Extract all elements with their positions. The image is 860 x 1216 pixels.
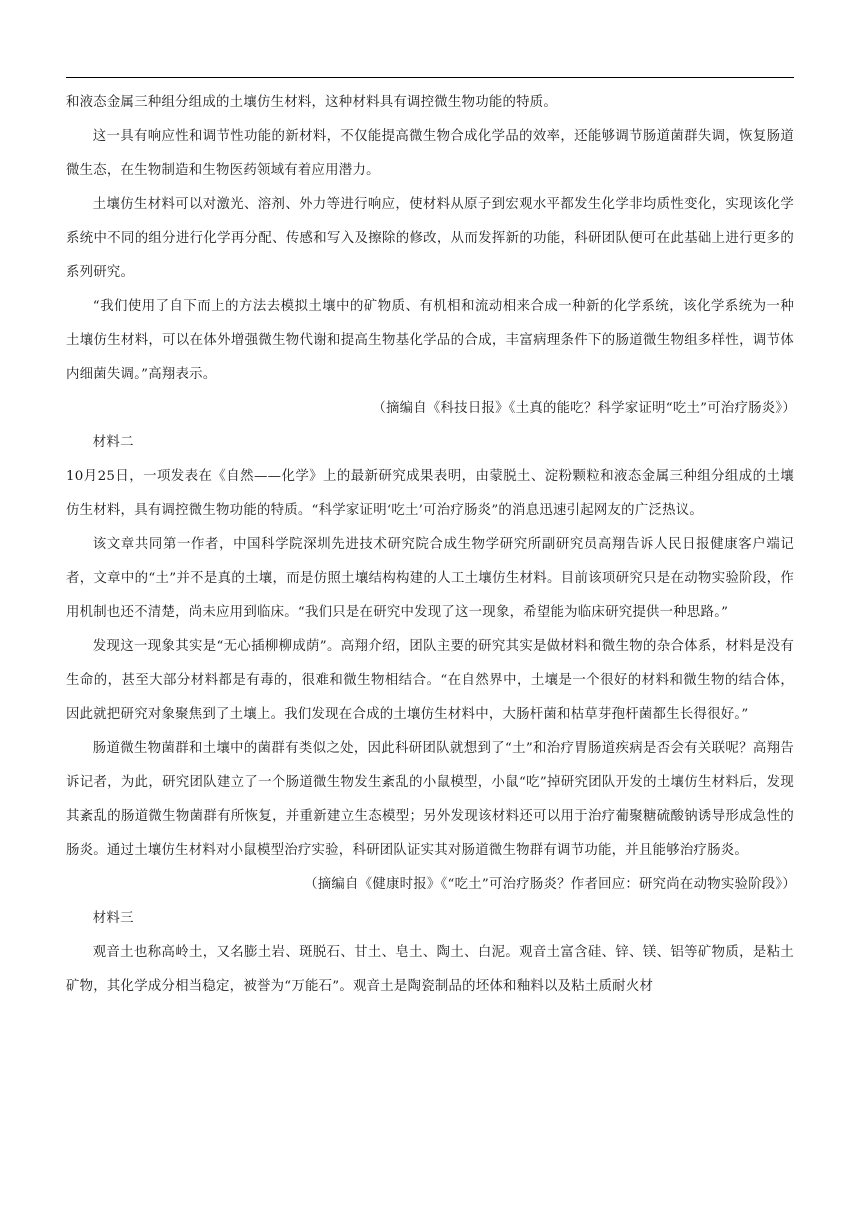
source-citation: （摘编自《健康时报》《“吃土”可治疗肠炎？作者回应：研究尚在动物实验阶段》） bbox=[304, 877, 796, 892]
paragraph: 肠道微生物菌群和土壤中的菌群有类似之处，因此科研团队就想到了“土”和治疗胃肠道疾病是否会有关联呢？高翔告诉记者，为此，研究团队建立了一个肠道微生物发生紊乱的小鼠模型，小鼠“吃”掉研究团队开发的土壤仿生材料后，发现其紊乱的肠道微生物菌群有所恢复，并重新建立生态模型；另外发现该材料还可以用于治疗葡聚糖硫酸钠诱导形成急性的肠炎。通过土壤仿生材料对小鼠模型治疗实验，科研团队证实其对肠道微生物群有调节功能，并且能够治疗肠炎。 bbox=[66, 741, 794, 858]
paragraph: 观音土也称高岭土，又名膨土岩、斑脱石、甘土、皂土、陶土、白泥。观音土富含硅、锌、镁、铝等矿物质，是粘土矿物，其化学成分相当稳定，被誉为“万能石”。观音土是陶瓷制品的坯体和釉料以及粘土质耐火材 bbox=[66, 945, 794, 994]
paragraph: 发现这一现象其实是“无心插柳柳成荫”。高翔介绍，团队主要的研究其实是做材料和微生物的杂合体系，材料是没有生命的，甚至大部分材料都是有毒的，很难和微生物相结合。“在自然界中，土壤是一个很好的材料和微生物的结合体，因此就把研究对象聚焦到了土壤上。我们发现在合成的土壤仿生材料中，大肠杆菌和枯草芽孢杆菌都生长得很好。” bbox=[66, 639, 794, 722]
section-heading: 材料二 bbox=[92, 435, 134, 450]
paragraph: 和液态金属三种组分组成的土壤仿生材料，这种材料具有调控微生物功能的特质。 bbox=[66, 95, 558, 110]
paragraph: “我们使用了自下而上的方法去模拟土壤中的矿物质、有机相和流动相来合成一种新的化学系统，该化学系统为一种土壤仿生材料，可以在体外增强微生物代谢和提高生物基化学品的合成，丰富病理条件下的肠道微生物组多样性，调节体内细菌失调。”高翔表示。 bbox=[66, 299, 794, 382]
paragraph: 这一具有响应性和调节性功能的新材料，不仅能提高微生物合成化学品的效率，还能够调节肠道菌群失调，恢复肠道微生态，在生物制造和生物医药领域有着应用潜力。 bbox=[66, 129, 794, 178]
source-citation: （摘编自《科技日报》《土真的能吃？科学家证明“吃土”可治疗肠炎》） bbox=[372, 401, 796, 416]
paragraph: 土壤仿生材料可以对激光、溶剂、外力等进行响应，使材料从原子到宏观水平都发生化学非均质性变化，实现该化学系统中不同的组分进行化学再分配、传感和写入及擦除的修改，从而发挥新的功能，科研团队便可在此基础上进行更多的系列研究。 bbox=[66, 197, 794, 280]
section-heading: 材料三 bbox=[92, 911, 134, 926]
header-rule bbox=[66, 77, 794, 78]
document-page bbox=[66, 86, 794, 1004]
paragraph: 该文章共同第一作者，中国科学院深圳先进技术研究院合成生物学研究所副研究员高翔告诉人民日报健康客户端记者，文章中的“土”并不是真的土壤，而是仿照土壤结构构建的人工土壤仿生材料。目前该项研究只是在动物实验阶段，作用机制也还不清楚，尚未应用到临床。“我们只是在研究中发现了这一现象，希望能为临床研究提供一种思路。” bbox=[66, 537, 794, 620]
paragraph: 10月25日，一项发表在《自然——化学》上的最新研究成果表明，由蒙脱土、淀粉颗粒和液态金属三种组分组成的土壤仿生材料，具有调控微生物功能的特质。“科学家证明‘吃土’可治疗肠炎”的消息迅速引起网友的广泛热议。 bbox=[66, 469, 794, 518]
